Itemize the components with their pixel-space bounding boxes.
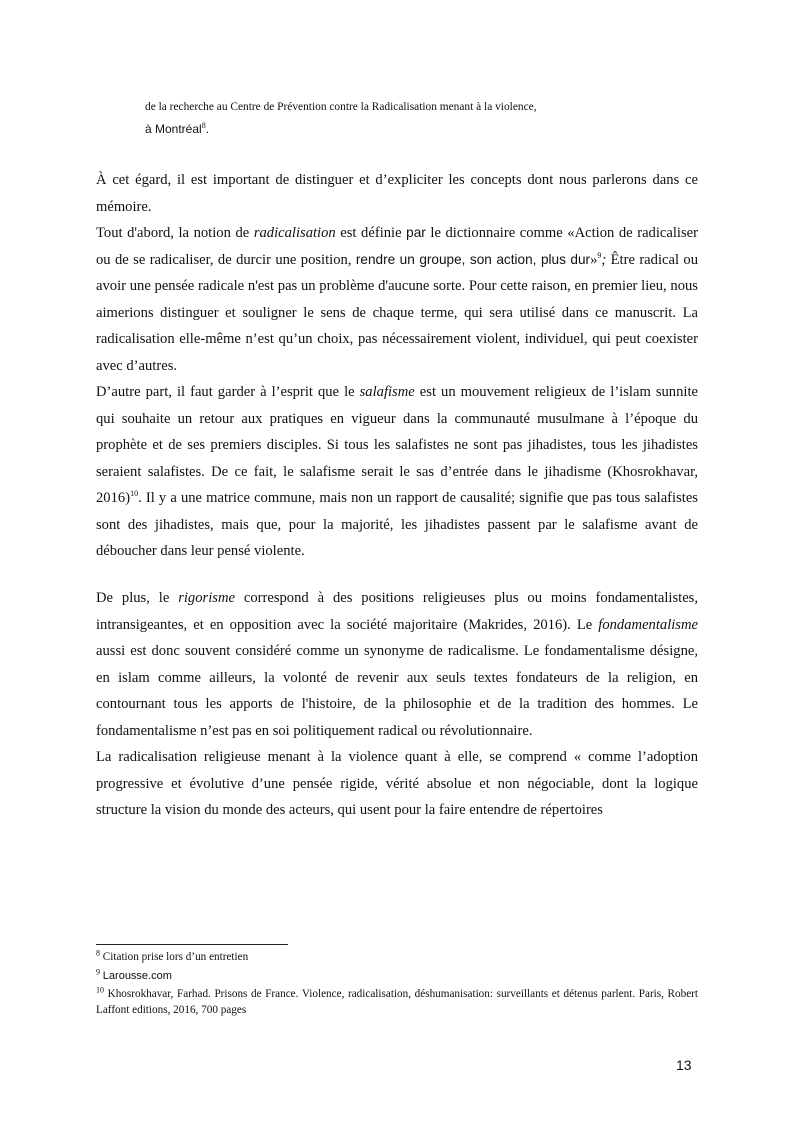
paragraph-radicalisation: Tout d'abord, la notion de radicalisation est définie par le dictionnaire comme «Action de radicaliser ou de se radicaliser, de durcir une position, rendre un groupe, son action, plus dur»$^9$; Être radical ou avoir une pensée radicale n'est pas un problème d'aucune sorte. Pour cette raison, en premier lieu, nous aimerions distinguer et souligner le sens de chaque terme, qui sera utilisé dans ce manuscrit. La radicalisation elle-même n’est qu’un choix, pas nécessairement violent, individuel, qui peut coexister avec d’autres. [96, 225, 699, 374]
term-radicalisation: radicalisation [253, 225, 336, 241]
term-fondamentalisme: fondamentalisme [598, 616, 698, 633]
footnote-9: $^9$ Larousse.com [96, 966, 172, 982]
footnote-8: $^8$ Citation prise lors d’un entretien [96, 948, 249, 963]
footnote-separator [96, 944, 288, 945]
block-quote-line-2: à Montréal$^8$. [145, 121, 210, 136]
footnote-ref-8[interactable]: 8 [201, 121, 206, 131]
footnote-ref-10[interactable]: 10 [130, 489, 139, 499]
paragraph-salafisme: D’autre part, il faut garder à l’esprit que le salafisme est un mouvement religieux de l’islam sunnite qui souhaite un retour aux pratiques en vigueur dans la communauté musulmane à l’époque du prophète et de ses premiers disciples. Si tous les salafistes ne sont pas jihadistes, tous les jihadistes seraient salafistes. De ce fait, le salafisme serait le sas d’entrée dans le jihadisme (Khosrokhavar, 2016)$^{10}$. Il y a une matrice commune, mais non un rapport de causalité; signifie que pas tous salafistes sont des jihadistes, mais que, pour la majorité, les jihadistes passent par le salafisme avant de déboucher dans leur pensé violente. [96, 384, 698, 559]
paragraph-intro: À cet égard, il est important de distinguer et d’expliciter les concepts dont nous parlerons dans ce mémoire. [96, 172, 698, 215]
body-section-2 [96, 585, 698, 824]
term-salafisme: salafisme [359, 384, 415, 400]
page-number: 13 [676, 1057, 692, 1073]
body-section-1 [96, 167, 698, 565]
block-quote [145, 96, 705, 141]
term-rigorisme: rigorisme [178, 590, 235, 606]
footnote-10: $^{10}$ Khosrokhavar, Farhad. Prisons de France. Violence, radicalisation, déshumanisation: surveillants et détenus parlent. Paris, Robert Laffont editions, 2016, 700 pages [96, 985, 698, 1016]
block-quote-line-1: de la recherche au Centre de Prévention contre la Radicalisation menant à la violence, [145, 101, 537, 113]
footnotes [96, 950, 698, 1021]
footnote-ref-9[interactable]: 9 [597, 250, 602, 260]
paragraph-rigorisme: De plus, le rigorisme correspond à des positions religieuses plus ou moins fondamentalistes, intransigeantes, et en opposition avec la société majoritaire (Makrides, 2016). Le fondamentalisme aussi est donc souvent considéré comme un synonyme de radicalisme. Le fondamentalisme désigne, en islam comme ailleurs, la volonté de revenir aux seuls textes fondateurs de la religion, en contournant tous les apports de l'histoire, de la philosophie et de la tradition des hommes. Le fondamentalisme n’est pas en soi politiquement radical ou révolutionnaire. [96, 590, 698, 739]
paragraph-radicalisation-religieuse: La radicalisation religieuse menant à la violence quant à elle, se comprend « comme l’adoption progressive et évolutive d’une pensée rigide, vérité absolue et non négociable, dont la logique structure la vision du monde des acteurs, qui usent pour la faire entendre de répertoires [96, 749, 698, 818]
